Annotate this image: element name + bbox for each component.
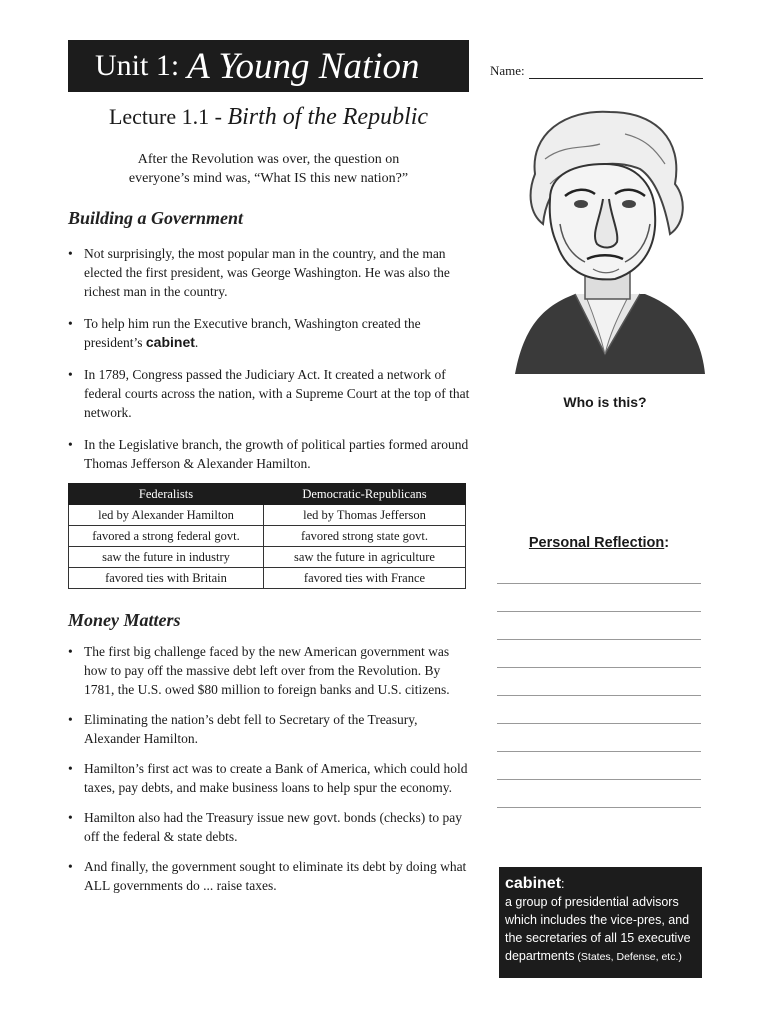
vocabulary-definition-box [499, 867, 702, 978]
table-row [69, 505, 466, 526]
table-cell: favored a strong federal govt. [69, 526, 264, 547]
bullet-list-money [68, 642, 468, 906]
writing-line[interactable] [497, 779, 701, 780]
bullet-list-building [68, 244, 473, 486]
writing-line[interactable] [497, 639, 701, 640]
writing-line[interactable] [497, 723, 701, 724]
table-cell: saw the future in industry [69, 547, 264, 568]
unit-prefix: Unit 1: [95, 49, 180, 82]
unit-title-banner [68, 40, 469, 92]
lecture-title [68, 104, 469, 131]
intro-paragraph [68, 150, 469, 188]
writing-line[interactable] [497, 611, 701, 612]
bullet-period: . [194, 335, 199, 350]
vocab-colon: : [561, 877, 565, 891]
bullet-item: • And finally, the government sought to eliminate its debt by doing what ALL governments do ... raise taxes. [68, 857, 468, 895]
reflection-writing-lines [497, 583, 701, 835]
intro-line: After the Revolution was over, the question on [137, 152, 400, 167]
lecture-prefix: Lecture 1.1 - [108, 104, 228, 129]
bullet-item: • The first big challenge faced by the new American government was how to pay off the massive debt left over from the Revolution. By 1781, the U.S. owed $80 million to foreign banks and U.S. citizens. [68, 642, 468, 699]
bullet-item: • In the Legislative branch, the growth of political parties formed around Thomas Jefferson & Alexander Hamilton. [68, 435, 473, 473]
table-row [69, 547, 466, 568]
name-label: Name: [490, 63, 525, 78]
table-cell: led by Alexander Hamilton [69, 505, 264, 526]
section-heading-building: Building a Government [68, 208, 244, 228]
bullet-item: • In 1789, Congress passed the Judiciary Act. It created a network of federal courts across the nation, with a Supreme Court at the top of that network. [68, 365, 473, 422]
bullet-item: • Hamilton also had the Treasury issue new govt. bonds (checks) to pay off the federal & state debts. [68, 808, 468, 846]
bullet-item: • Not surprisingly, the most popular man in the country, and the man elected the first president, was George Washington. He was also the richest man in the country. [68, 244, 473, 301]
washington-portrait-image [505, 104, 710, 389]
table-cell: led by Thomas Jefferson [264, 505, 466, 526]
bullet-text: To help him run the Executive branch, Washington created the president’s [84, 316, 421, 350]
writing-line[interactable] [497, 751, 701, 752]
cabinet-term: cabinet [145, 334, 195, 350]
name-blank[interactable] [529, 67, 703, 79]
section-heading-money: Money Matters [68, 610, 181, 630]
table-cell: favored strong state govt. [264, 526, 466, 547]
vocab-term: cabinet [505, 875, 562, 892]
table-cell: saw the future in agriculture [264, 547, 466, 568]
table-row [69, 526, 466, 547]
bullet-item: • Eliminating the nation’s debt fell to Secretary of the Treasury, Alexander Hamilton. [68, 710, 468, 748]
writing-line[interactable] [497, 695, 701, 696]
bullet-item: • Hamilton’s first act was to create a Bank of America, which could hold taxes, pay debts, and make business loans to help spur the economy. [68, 759, 468, 797]
table-header-row [69, 484, 466, 505]
political-parties-table [68, 483, 466, 589]
intro-line: everyone’s mind was, “What IS this new nation?” [128, 171, 409, 186]
reflection-colon: : [664, 535, 670, 551]
bullet-item [68, 314, 473, 352]
writing-line[interactable] [497, 807, 701, 808]
vocab-definition: a group of presidential advisors which includes the vice-pres, and the secretaries of all 15 executive departments [505, 895, 691, 963]
writing-line[interactable] [497, 667, 701, 668]
header-federalists: Federalists [69, 484, 264, 505]
lecture-subtitle: Birth of the Republic [227, 104, 429, 130]
table-cell: favored ties with Britain [69, 568, 264, 589]
table-cell: favored ties with France [264, 568, 466, 589]
table-row [69, 568, 466, 589]
header-democratic-republicans: Democratic-Republicans [264, 484, 466, 505]
personal-reflection-heading [497, 535, 701, 551]
portrait-caption: Who is this? [563, 394, 647, 410]
vocab-note: (States, Defense, etc.) [574, 951, 682, 963]
writing-line[interactable] [497, 583, 701, 584]
reflection-title-text: Personal Reflection [528, 535, 665, 551]
name-field [490, 63, 703, 79]
unit-title: A Young Nation [187, 45, 420, 87]
